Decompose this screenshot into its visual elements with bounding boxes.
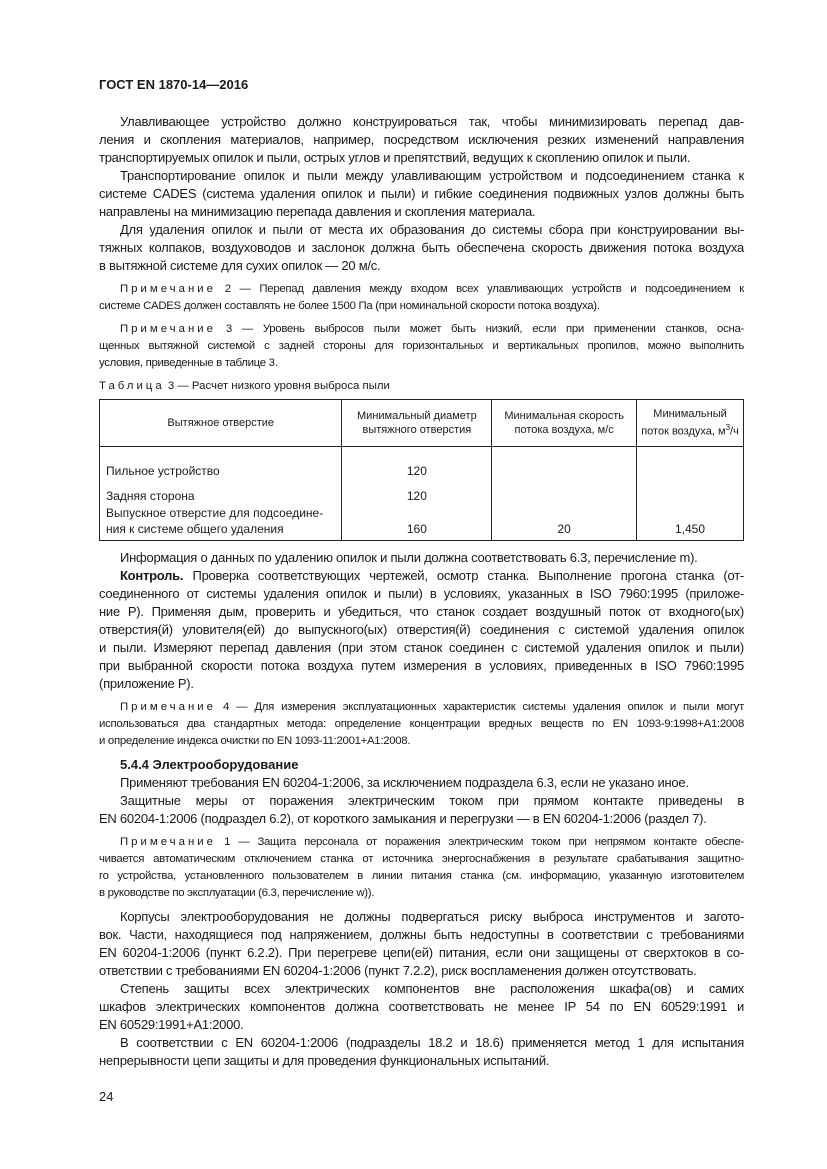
line-text: Информация о данных по удалению опилок и пыли должна соответствовать 6.3, перечисление m).: [120, 550, 698, 565]
table-row: [100, 447, 744, 479]
text-line: [99, 962, 744, 980]
line-text: 3 — Уровень выбросов пыли может быть низкий, если при применении станков, осна-: [215, 323, 744, 335]
table-row: [100, 503, 744, 541]
line-text: условия, приведенные в таблице 3.: [99, 357, 278, 369]
text-line: [99, 131, 744, 149]
table-cell: [637, 447, 744, 479]
line-text: EN 60529:1991+A1:2000.: [99, 1017, 244, 1032]
line-text: Степень защиты всех электрических компонентов вне расположения шкафа(ов) и самих: [120, 981, 744, 996]
text-line: [99, 321, 744, 338]
text-line: [99, 603, 744, 621]
line-text: и определение индекса очистки по EN 1093-11:2001+A1:2008.: [99, 735, 411, 747]
text-line: [99, 733, 744, 750]
note-label: Примечание: [120, 836, 216, 848]
header-text: /ч: [730, 425, 739, 438]
text-line: [99, 868, 744, 885]
line-text: Защитные меры от поражения электрическим током при прямом контакте приведены в: [120, 793, 744, 808]
paragraph: [99, 567, 744, 693]
table-cell: 160: [342, 503, 492, 541]
paragraph: [99, 549, 744, 567]
table-row: [100, 478, 744, 503]
line-text: соединенного от системы удаления опилок и пыли) в условиях, указанных в ISO 7960:1995 (приложе-: [99, 586, 744, 601]
line-text: Применяют требования EN 60204-1:2006, за исключением подраздела 6.3, если не указано иное.: [120, 775, 689, 790]
line-text: Транспортирование опилок и пыли между улавливающим устройством и подсоединением станка к: [120, 168, 744, 183]
text-block-electrical: [99, 774, 744, 1070]
text-line: [99, 338, 744, 355]
line-text: ления и скопления материалов, например, посредством исключения резких изменений направления: [99, 132, 744, 147]
text-line: [99, 792, 744, 810]
document-header: ГОСТ EN 1870-14—2016: [99, 77, 249, 92]
table-cell: 1,450: [637, 503, 744, 541]
paragraph: [99, 221, 744, 275]
table-caption-text: 3 — Расчет низкого уровня выброса пыли: [164, 380, 390, 392]
text-line: [99, 716, 744, 733]
text-line: [99, 851, 744, 868]
line-text: EN 60204-1:2006 (подраздел 6.2), от короткого замыкания и перегрузки — в EN 60204-1:2006 (раздел 7).: [99, 811, 707, 826]
line-text: при выбранной скорости потока воздуха путем измерения в условиях, приведенных в ISO 7960:1995: [99, 658, 744, 673]
line-text: EN 60204-1:2006 (пункт 6.2.2). При перегреве цепи(ей) питания, если они защищены от сверхтоков в со-: [99, 945, 744, 960]
text-line: [99, 926, 744, 944]
text-line: [99, 185, 744, 203]
text-line: [99, 885, 744, 902]
line-text: транспортируемых опилок и пыли, острых углов и препятствий, ведущих к скоплению опилок и пыли.: [99, 150, 691, 165]
note-label: Примечание: [120, 283, 216, 295]
line-text: тяжных колпаков, воздуховодов и заслонок должна быть обеспечена скорость движения потока воздуха: [99, 240, 744, 255]
paragraph: [99, 167, 744, 221]
table-cell: 120: [342, 478, 492, 503]
text-line: [99, 113, 744, 131]
paragraph: [99, 1034, 744, 1070]
paragraph: [99, 980, 744, 1034]
column-header: Минимальная скорость потока воздуха, м/с: [492, 400, 637, 447]
text-line: [99, 1016, 744, 1034]
text-line: [99, 239, 744, 257]
table-cell: 20: [492, 503, 637, 541]
cell-line: Выпускное отверстие для подсоедине-: [106, 506, 324, 520]
text-line: [99, 944, 744, 962]
note: [99, 281, 744, 315]
table-cell: [637, 478, 744, 503]
text-line: [99, 585, 744, 603]
dust-emission-table: [99, 399, 744, 541]
table-caption: [99, 378, 744, 395]
text-line: [99, 810, 744, 828]
text-line: [99, 675, 744, 693]
line-text: отверстия(й) уловителя(ей) до выпускного(ых) отверстия(й) соединения с системой удаления опилок: [99, 622, 744, 637]
paragraph: [99, 792, 744, 828]
line-text: Улавливающее устройство должно конструироваться так, чтобы минимизировать перепад дав-: [120, 114, 744, 129]
text-line: [99, 621, 744, 639]
text-line: [99, 355, 744, 372]
bold-lead: Контроль.: [120, 568, 184, 583]
note: [99, 699, 744, 750]
superscript: 3: [725, 423, 731, 433]
section-heading: 5.4.4 Электрооборудование: [120, 757, 299, 772]
note: [99, 834, 744, 902]
line-text: В соответствии с EN 60204-1:2006 (подразделы 18.2 и 18.6) применяется метод 1 для испытания: [120, 1035, 744, 1050]
text-line: [99, 281, 744, 298]
text-block-control: [99, 549, 744, 750]
table-header-row: [100, 400, 744, 447]
note: [99, 321, 744, 372]
column-header: Минимальный диаметр вытяжного отверстия: [342, 400, 492, 447]
paragraph: [99, 908, 744, 980]
text-line: [99, 699, 744, 716]
line-text: и пыли. Измеряют перепад давления (при этом станок соединен с системой удаления опилок и пыли): [99, 640, 744, 655]
text-line: [99, 1052, 744, 1070]
text-line: [99, 908, 744, 926]
document-page: [99, 76, 744, 1106]
text-line: [99, 998, 744, 1016]
line-text: Корпусы электрооборудования не должны подвергаться риску выброса инструментов и загото-: [120, 909, 744, 924]
text-line: [99, 257, 744, 275]
line-text: 1 — Защита персонала от поражения электрическим током при непрямом контакте обеспе-: [215, 836, 744, 848]
line-text: непрерывности цепи защиты и для проведения функциональных испытаний.: [99, 1053, 550, 1068]
text-line: [99, 639, 744, 657]
paragraph: [99, 113, 744, 167]
line-text: шкафов электрических компонентов должна соответствовать не менее IP 54 по EN 60529:1991 и: [99, 999, 744, 1014]
line-text: вок. Части, находящиеся под напряжением, должны быть недоступны в соответствии с требованиями: [99, 927, 744, 942]
text-line: [99, 834, 744, 851]
line-text: системе CADES должен составлять не более 1500 Па (при номинальной скорости потока воздуха).: [99, 300, 600, 312]
line-text: направлены на минимизацию перепада давления и скопления материала.: [99, 204, 536, 219]
table-cell: [492, 447, 637, 479]
line-text: щенных вытяжной системой с задней стороны для горизонтальных и вертикальных пропилов, можно выполнить: [99, 340, 744, 352]
table-cell: Задняя сторона: [100, 478, 342, 503]
paragraph: [99, 774, 744, 792]
table-cell: [100, 503, 342, 541]
line-text: 4 — Для измерения эксплуатационных характеристик системы удаления опилок и пыли могут: [215, 701, 744, 713]
text-line: [99, 774, 744, 792]
text-line: [99, 298, 744, 315]
text-line: [99, 567, 744, 585]
page-number: 24: [99, 1089, 114, 1104]
text-block-intro: [99, 113, 744, 372]
line-text: в руководстве по эксплуатации (6.3, перечисление w)).: [99, 887, 375, 899]
table-cell: [492, 478, 637, 503]
line-text: чивается автоматическим отключением станка от источника энергоснабжения в результате срабатывания защитно-: [99, 853, 744, 865]
column-header: [637, 400, 744, 447]
table-cell: 120: [342, 447, 492, 479]
line-text: Для удаления опилок и пыли от места их образования до системы сбора при конструировании вы-: [120, 222, 744, 237]
column-header: Вытяжное отверстие: [100, 400, 342, 447]
line-text: Проверка соответствующих чертежей, осмотр станка. Выполнение прогона станка (от-: [183, 568, 744, 583]
table-cell: Пильное устройство: [100, 447, 342, 479]
note-label: Примечание: [120, 323, 216, 335]
note-label: Примечание: [120, 701, 216, 713]
text-line: [99, 149, 744, 167]
text-line: [99, 1034, 744, 1052]
cell-line: ния к системе общего удаления: [106, 522, 284, 536]
table-caption-label: Таблица: [99, 380, 165, 392]
line-text: 2 — Перепад давления между входом всех улавливающих устройств и подсоединением к: [215, 283, 744, 295]
header-text: Минимальный поток воздуха, м: [641, 408, 727, 438]
line-text: ние P). Применяя дым, проверить и убедиться, что станок создает воздушный поток от входного(ых): [99, 604, 744, 619]
line-text: системе CADES (система удаления опилок и пыли) и гибкие соединения подвижных узлов должны быть: [99, 186, 744, 201]
text-line: [99, 657, 744, 675]
text-line: [99, 221, 744, 239]
text-line: [99, 549, 744, 567]
line-text: (приложение P).: [99, 676, 194, 691]
text-line: [99, 203, 744, 221]
text-line: [99, 980, 744, 998]
line-text: го устройства, установленного пользователем в линии питания станка (см. информацию, указанную изготовителем: [99, 870, 744, 882]
line-text: ответствии с требованиями EN 60204-1:2006 (пункт 7.2.2), риск воспламенения должен отсутствовать.: [99, 963, 697, 978]
line-text: в вытяжной системе для сухих опилок — 20 м/с.: [99, 258, 381, 273]
line-text: использоваться два стандартных метода: определение концентрации вредных веществ по EN 1093-9:1998+A1:2008: [99, 718, 744, 730]
text-line: [99, 167, 744, 185]
